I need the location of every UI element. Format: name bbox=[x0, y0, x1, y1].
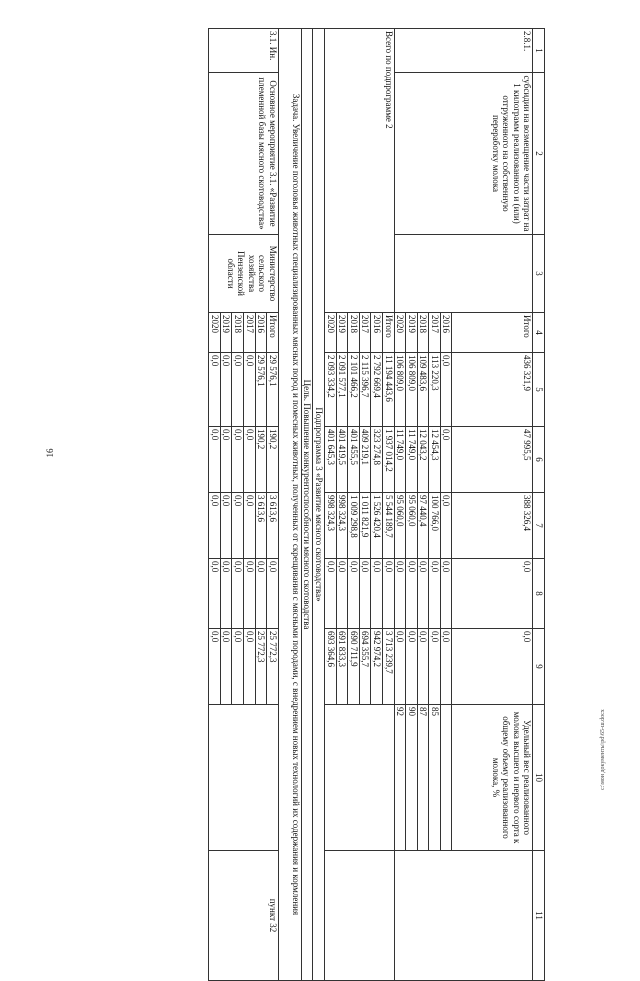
value-cell: 0,0 bbox=[220, 629, 232, 705]
col-header: 2 bbox=[533, 73, 545, 235]
value-cell: 401 455,5 bbox=[348, 427, 360, 493]
value-cell: 0,0 bbox=[394, 629, 406, 705]
value-cell: 0,0 bbox=[209, 559, 221, 629]
value-cell: 0,0 bbox=[440, 353, 452, 427]
year-cell: 2016 bbox=[371, 313, 383, 353]
task-text: Задача. Увеличение поголовья животных специализированных мясных пород и помесных животных, полученных от скрещивания с мясными породами, с внедрением новых технологий их содержания и кормления bbox=[278, 29, 301, 981]
col-header: 5 bbox=[533, 353, 545, 427]
indicator-value: 92 bbox=[394, 705, 406, 851]
empty-cell bbox=[209, 705, 279, 851]
indicator-value: 90 bbox=[406, 705, 418, 851]
value-cell: 0,0 bbox=[244, 353, 256, 427]
year-cell: 2018 bbox=[417, 313, 429, 353]
value-cell: 1 526 420,4 bbox=[371, 493, 383, 559]
value-cell: 0,0 bbox=[232, 493, 244, 559]
year-cell: 2020 bbox=[209, 313, 221, 353]
year-cell: 2019 bbox=[220, 313, 232, 353]
value-cell: 401 419,5 bbox=[336, 427, 348, 493]
value-cell: 323 274,8 bbox=[371, 427, 383, 493]
value-cell: 0,0 bbox=[232, 427, 244, 493]
value-cell: 12 454,3 bbox=[429, 427, 441, 493]
subprogram-title: Подпрограмма 3 «Развитие мясного скотоводства» bbox=[313, 29, 325, 981]
value-cell: 0,0 bbox=[220, 559, 232, 629]
value-cell: 0,0 bbox=[209, 427, 221, 493]
value-cell: 0,0 bbox=[267, 559, 279, 629]
value-cell: 25 772,3 bbox=[267, 629, 279, 705]
file-path-footer: c:\мои документы\pd\65-ш.docx bbox=[600, 709, 606, 790]
value-cell: 409 219,1 bbox=[359, 427, 371, 493]
goal-text: Цель. Повышение конкурентоспособности мясного скотоводства bbox=[301, 29, 313, 981]
col-header: 6 bbox=[533, 427, 545, 493]
table-row bbox=[313, 29, 325, 981]
value-cell: 0,0 bbox=[232, 353, 244, 427]
table-row bbox=[278, 29, 301, 981]
value-cell: 29 576,1 bbox=[267, 353, 279, 427]
header-row bbox=[533, 29, 545, 981]
value-cell: 2 115 396,7 bbox=[359, 353, 371, 427]
value-cell: 47 995,5 bbox=[452, 427, 533, 493]
value-cell: 0,0 bbox=[440, 559, 452, 629]
year-cell: 2020 bbox=[324, 313, 336, 353]
indicator-value bbox=[440, 705, 452, 851]
program-table bbox=[208, 28, 545, 981]
value-cell: 29 576,1 bbox=[255, 353, 267, 427]
table-row bbox=[452, 29, 533, 981]
rotated-table-sheet bbox=[87, 28, 545, 933]
value-cell: 0,0 bbox=[244, 559, 256, 629]
value-cell: 0,0 bbox=[440, 629, 452, 705]
value-cell: 12 043,2 bbox=[417, 427, 429, 493]
value-cell: 0,0 bbox=[452, 559, 533, 629]
value-cell: 113 220,3 bbox=[429, 353, 441, 427]
value-cell: 106 809,0 bbox=[406, 353, 418, 427]
value-cell: 0,0 bbox=[324, 559, 336, 629]
value-cell: 0,0 bbox=[429, 629, 441, 705]
value-cell: 1 937 014,2 bbox=[382, 427, 394, 493]
value-cell: 95 060,0 bbox=[394, 493, 406, 559]
value-cell: 2 093 334,2 bbox=[324, 353, 336, 427]
table-row bbox=[382, 29, 394, 981]
table-row bbox=[267, 29, 279, 981]
col-header: 3 bbox=[533, 235, 545, 313]
value-cell: 0,0 bbox=[359, 559, 371, 629]
year-cell: 2017 bbox=[244, 313, 256, 353]
subtotal-label: Всего по подпрограмме 2 bbox=[324, 29, 394, 313]
value-cell: 693 364,6 bbox=[324, 629, 336, 705]
value-cell: 0,0 bbox=[371, 559, 383, 629]
value-cell: 0,0 bbox=[406, 629, 418, 705]
value-cell: 0,0 bbox=[452, 629, 533, 705]
value-cell: 0,0 bbox=[394, 559, 406, 629]
value-cell: 5 544 189,7 bbox=[382, 493, 394, 559]
value-cell: 998 324,3 bbox=[336, 493, 348, 559]
year-cell: 2018 bbox=[348, 313, 360, 353]
value-cell: 2 101 466,2 bbox=[348, 353, 360, 427]
value-cell: 0,0 bbox=[209, 353, 221, 427]
measure-name: Основное мероприятие 3.1. «Развитие племенной базы мясного скотоводства» bbox=[209, 73, 279, 235]
value-cell: 0,0 bbox=[220, 427, 232, 493]
year-cell: 2019 bbox=[406, 313, 418, 353]
value-cell: 0,0 bbox=[336, 559, 348, 629]
value-cell: 0,0 bbox=[244, 629, 256, 705]
value-cell: 11 749,0 bbox=[406, 427, 418, 493]
value-cell: 0,0 bbox=[348, 559, 360, 629]
value-cell: 0,0 bbox=[440, 493, 452, 559]
value-cell: 100 766,0 bbox=[429, 493, 441, 559]
value-cell: 11 194 443,6 bbox=[382, 353, 394, 427]
value-cell: 942 974,2 bbox=[371, 629, 383, 705]
col-header: 11 bbox=[533, 851, 545, 981]
value-cell: 0,0 bbox=[255, 559, 267, 629]
value-cell: 0,0 bbox=[440, 427, 452, 493]
value-cell: 0,0 bbox=[232, 559, 244, 629]
value-cell: 0,0 bbox=[244, 493, 256, 559]
responsible bbox=[394, 235, 533, 313]
value-cell: 690 711,9 bbox=[348, 629, 360, 705]
value-cell: 0,0 bbox=[244, 427, 256, 493]
col-header: 8 bbox=[533, 559, 545, 629]
year-cell: Итого bbox=[267, 313, 279, 353]
indicator-link: пункт 32 bbox=[209, 851, 279, 981]
value-cell: 2 792 669,4 bbox=[371, 353, 383, 427]
value-cell: 0,0 bbox=[382, 559, 394, 629]
year-cell: 2017 bbox=[429, 313, 441, 353]
value-cell: 691 833,3 bbox=[336, 629, 348, 705]
year-cell: 2016 bbox=[255, 313, 267, 353]
value-cell: 3 613,6 bbox=[255, 493, 267, 559]
value-cell: 190,2 bbox=[255, 427, 267, 493]
responsible: Министерство сельского хозяйства Пензенской области bbox=[209, 235, 279, 313]
value-cell: 97 440,4 bbox=[417, 493, 429, 559]
table-row bbox=[301, 29, 313, 981]
col-header: 1 bbox=[533, 29, 545, 73]
value-cell: 0,0 bbox=[429, 559, 441, 629]
value-cell: 11 749,0 bbox=[394, 427, 406, 493]
value-cell: 0,0 bbox=[220, 353, 232, 427]
value-cell: 3 713 239,7 bbox=[382, 629, 394, 705]
year-cell: Итого bbox=[382, 313, 394, 353]
year-cell: 2019 bbox=[336, 313, 348, 353]
row-number: 3.1. Ин. bbox=[209, 29, 279, 73]
value-cell: 0,0 bbox=[406, 559, 418, 629]
year-cell: 2020 bbox=[394, 313, 406, 353]
row-number: 2.8.1. bbox=[394, 29, 533, 73]
year-cell: 2017 bbox=[359, 313, 371, 353]
value-cell: 25 772,3 bbox=[255, 629, 267, 705]
col-header: 7 bbox=[533, 493, 545, 559]
empty-cell bbox=[324, 705, 394, 851]
value-cell: 401 645,3 bbox=[324, 427, 336, 493]
year-cell: 2018 bbox=[232, 313, 244, 353]
value-cell: 1 009 298,8 bbox=[348, 493, 360, 559]
empty-cell bbox=[324, 851, 394, 981]
value-cell: 388 326,4 bbox=[452, 493, 533, 559]
value-cell: 0,0 bbox=[417, 559, 429, 629]
value-cell: 1 011 821,9 bbox=[359, 493, 371, 559]
value-cell: 95 060,0 bbox=[406, 493, 418, 559]
value-cell: 2 091 577,1 bbox=[336, 353, 348, 427]
col-header: 9 bbox=[533, 629, 545, 705]
value-cell: 0,0 bbox=[417, 629, 429, 705]
page-number: 16 bbox=[45, 448, 55, 458]
col-header: 4 bbox=[533, 313, 545, 353]
measure-name: субсидии на возмещение части затрат на 1 килограмм реализованного и (или) отгруженного на собственную переработку молока bbox=[394, 73, 533, 235]
col-header: 10 bbox=[533, 705, 545, 851]
value-cell: 694 355,7 bbox=[359, 629, 371, 705]
value-cell: 0,0 bbox=[220, 493, 232, 559]
indicator-value: 85 bbox=[429, 705, 441, 851]
value-cell: 436 321,9 bbox=[452, 353, 533, 427]
year-cell: Итого bbox=[452, 313, 533, 353]
value-cell: 3 613,6 bbox=[267, 493, 279, 559]
indicator-value: 87 bbox=[417, 705, 429, 851]
indicator-name: Удельный вес реализованного молока высшего и первого сорта к общему объему реализованного молока, % bbox=[452, 705, 533, 851]
value-cell: 106 809,0 bbox=[394, 353, 406, 427]
year-cell: 2016 bbox=[440, 313, 452, 353]
value-cell: 0,0 bbox=[209, 629, 221, 705]
indicator-link bbox=[394, 851, 533, 981]
value-cell: 0,0 bbox=[232, 629, 244, 705]
value-cell: 998 324,3 bbox=[324, 493, 336, 559]
value-cell: 190,2 bbox=[267, 427, 279, 493]
value-cell: 0,0 bbox=[209, 493, 221, 559]
value-cell: 109 483,6 bbox=[417, 353, 429, 427]
